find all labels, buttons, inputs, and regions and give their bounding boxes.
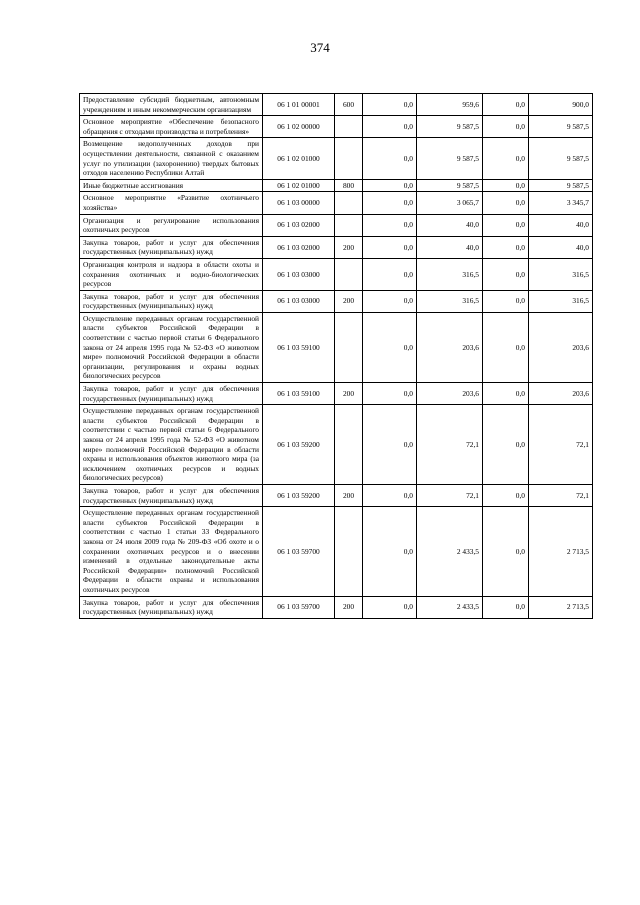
row-value-3-cell: 0,0 <box>483 405 529 485</box>
table-row <box>80 94 593 116</box>
row-value-4-cell: 2 713,5 <box>529 507 593 596</box>
row-value-1-cell: 0,0 <box>363 405 417 485</box>
row-name-cell: Основное мероприятие «Развитие охотничьего хозяйства» <box>80 192 263 214</box>
row-value-2-cell: 316,5 <box>417 258 483 290</box>
row-vr-code-cell: 200 <box>335 236 363 258</box>
row-value-3-cell: 0,0 <box>483 94 529 116</box>
row-csr-code-cell: 06 1 03 59100 <box>263 312 335 382</box>
row-csr-code-cell: 06 1 03 59100 <box>263 383 335 405</box>
row-csr-code-cell: 06 1 03 59200 <box>263 484 335 506</box>
row-name-cell: Осуществление переданных органам государственной власти субъектов Российской Федерации в соответствии с частью первой статьи 6 Федерального закона от 24 апреля 1995 года № 52-ФЗ «О животном мире» полномочий Российской Федерации в области охраны и использования объектов животного мира (за исключением охотничьих ресурсов и водных биологических ресурсов) <box>80 405 263 485</box>
row-value-3-cell: 0,0 <box>483 484 529 506</box>
row-value-4-cell: 9 587,5 <box>529 116 593 138</box>
row-value-3-cell: 0,0 <box>483 258 529 290</box>
row-value-1-cell: 0,0 <box>363 484 417 506</box>
row-vr-code-cell: 600 <box>335 94 363 116</box>
row-csr-code-cell: 06 1 02 00000 <box>263 116 335 138</box>
row-value-1-cell: 0,0 <box>363 258 417 290</box>
row-value-4-cell: 9 587,5 <box>529 138 593 179</box>
row-value-3-cell: 0,0 <box>483 116 529 138</box>
row-csr-code-cell: 06 1 03 02000 <box>263 236 335 258</box>
row-value-2-cell: 40,0 <box>417 236 483 258</box>
row-csr-code-cell: 06 1 02 01000 <box>263 138 335 179</box>
row-value-1-cell: 0,0 <box>363 312 417 382</box>
row-vr-code-cell <box>335 116 363 138</box>
row-vr-code-cell <box>335 507 363 596</box>
table-row <box>80 138 593 179</box>
row-name-cell: Закупка товаров, работ и услуг для обеспечения государственных (муниципальных) нужд <box>80 236 263 258</box>
budget-table <box>79 93 593 619</box>
table-row <box>80 290 593 312</box>
row-value-2-cell: 72,1 <box>417 405 483 485</box>
row-vr-code-cell <box>335 258 363 290</box>
row-value-1-cell: 0,0 <box>363 192 417 214</box>
row-value-3-cell: 0,0 <box>483 507 529 596</box>
row-value-3-cell: 0,0 <box>483 596 529 618</box>
row-vr-code-cell <box>335 192 363 214</box>
row-name-cell: Организация и регулирование использования охотничьих ресурсов <box>80 214 263 236</box>
table-row <box>80 116 593 138</box>
row-value-1-cell: 0,0 <box>363 383 417 405</box>
table-row <box>80 383 593 405</box>
row-value-4-cell: 40,0 <box>529 214 593 236</box>
row-vr-code-cell <box>335 405 363 485</box>
row-vr-code-cell: 200 <box>335 383 363 405</box>
row-csr-code-cell: 06 1 03 02000 <box>263 214 335 236</box>
row-value-4-cell: 3 345,7 <box>529 192 593 214</box>
row-value-3-cell: 0,0 <box>483 138 529 179</box>
row-value-1-cell: 0,0 <box>363 507 417 596</box>
row-name-cell: Возмещение недополученных доходов при осуществлении деятельности, связанной с оказанием услуг по утилизации (захоронению) твердых бытовых отходов населению Республики Алтай <box>80 138 263 179</box>
row-value-4-cell: 203,6 <box>529 312 593 382</box>
row-vr-code-cell <box>335 214 363 236</box>
page-number: 374 <box>310 40 330 55</box>
row-name-cell: Организация контроля и надзора в области охоты и сохранения охотничьих и водно-биологических ресурсов <box>80 258 263 290</box>
row-value-3-cell: 0,0 <box>483 192 529 214</box>
table-row <box>80 596 593 618</box>
row-value-2-cell: 40,0 <box>417 214 483 236</box>
row-csr-code-cell: 06 1 03 03000 <box>263 290 335 312</box>
row-name-cell: Осуществление переданных органам государственной власти субъектов Российской Федерации в соответствии с частью первой статьи 6 Федерального закона от 24 апреля 1995 года № 52-ФЗ «О животном мире» полномочий Российской Федерации в области организации, регулирования и охраны водных биологических ресурсов <box>80 312 263 382</box>
row-value-2-cell: 72,1 <box>417 484 483 506</box>
row-csr-code-cell: 06 1 03 59700 <box>263 596 335 618</box>
row-vr-code-cell: 200 <box>335 484 363 506</box>
row-value-1-cell: 0,0 <box>363 236 417 258</box>
row-value-4-cell: 72,1 <box>529 405 593 485</box>
row-value-4-cell: 203,6 <box>529 383 593 405</box>
row-csr-code-cell: 06 1 03 59700 <box>263 507 335 596</box>
row-csr-code-cell: 06 1 03 00000 <box>263 192 335 214</box>
row-name-cell: Предоставление субсидий бюджетным, автономным учреждениям и иным некоммерческим организациям <box>80 94 263 116</box>
table-row <box>80 507 593 596</box>
table-row <box>80 405 593 485</box>
row-value-3-cell: 0,0 <box>483 214 529 236</box>
row-value-2-cell: 9 587,5 <box>417 116 483 138</box>
row-value-1-cell: 0,0 <box>363 214 417 236</box>
row-value-2-cell: 9 587,5 <box>417 179 483 192</box>
row-value-3-cell: 0,0 <box>483 236 529 258</box>
row-value-4-cell: 72,1 <box>529 484 593 506</box>
row-csr-code-cell: 06 1 01 00001 <box>263 94 335 116</box>
row-vr-code-cell: 200 <box>335 596 363 618</box>
row-name-cell: Закупка товаров, работ и услуг для обеспечения государственных (муниципальных) нужд <box>80 596 263 618</box>
row-value-2-cell: 2 433,5 <box>417 507 483 596</box>
row-value-1-cell: 0,0 <box>363 179 417 192</box>
table-row <box>80 179 593 192</box>
row-value-1-cell: 0,0 <box>363 138 417 179</box>
row-value-3-cell: 0,0 <box>483 179 529 192</box>
row-csr-code-cell: 06 1 03 59200 <box>263 405 335 485</box>
row-value-3-cell: 0,0 <box>483 312 529 382</box>
row-vr-code-cell <box>335 312 363 382</box>
row-value-4-cell: 9 587,5 <box>529 179 593 192</box>
row-value-2-cell: 2 433,5 <box>417 596 483 618</box>
table-row <box>80 236 593 258</box>
row-value-2-cell: 316,5 <box>417 290 483 312</box>
row-value-2-cell: 203,6 <box>417 312 483 382</box>
row-value-1-cell: 0,0 <box>363 94 417 116</box>
row-value-1-cell: 0,0 <box>363 116 417 138</box>
row-value-4-cell: 316,5 <box>529 258 593 290</box>
row-name-cell: Иные бюджетные ассигнования <box>80 179 263 192</box>
table-body <box>80 94 593 619</box>
row-csr-code-cell: 06 1 03 03000 <box>263 258 335 290</box>
row-value-1-cell: 0,0 <box>363 596 417 618</box>
table-row <box>80 484 593 506</box>
row-value-4-cell: 900,0 <box>529 94 593 116</box>
row-csr-code-cell: 06 1 02 01000 <box>263 179 335 192</box>
table-row <box>80 312 593 382</box>
row-name-cell: Закупка товаров, работ и услуг для обеспечения государственных (муниципальных) нужд <box>80 484 263 506</box>
row-value-4-cell: 40,0 <box>529 236 593 258</box>
row-vr-code-cell <box>335 138 363 179</box>
row-value-1-cell: 0,0 <box>363 290 417 312</box>
row-value-4-cell: 2 713,5 <box>529 596 593 618</box>
table-row <box>80 258 593 290</box>
row-name-cell: Осуществление переданных органам государственной власти субъектов Российской Федерации в соответствии с частью 1 статьи 33 Федерального закона от 24 июля 2009 года № 209-ФЗ «Об охоте и о сохранении охотничьих ресурсов и о внесении изменений в отдельные законодательные акты Российской Федерации» полномочий Российской Федерации в области охраны и использования охотничьих ресурсов <box>80 507 263 596</box>
row-value-2-cell: 959,6 <box>417 94 483 116</box>
table-row <box>80 214 593 236</box>
row-value-2-cell: 9 587,5 <box>417 138 483 179</box>
row-value-3-cell: 0,0 <box>483 290 529 312</box>
row-vr-code-cell: 800 <box>335 179 363 192</box>
row-name-cell: Основное мероприятие «Обеспечение безопасного обращения с отходами производства и потребления» <box>80 116 263 138</box>
row-name-cell: Закупка товаров, работ и услуг для обеспечения государственных (муниципальных) нужд <box>80 290 263 312</box>
row-value-3-cell: 0,0 <box>483 383 529 405</box>
row-value-4-cell: 316,5 <box>529 290 593 312</box>
row-name-cell: Закупка товаров, работ и услуг для обеспечения государственных (муниципальных) нужд <box>80 383 263 405</box>
table-row <box>80 192 593 214</box>
row-value-2-cell: 203,6 <box>417 383 483 405</box>
row-value-2-cell: 3 065,7 <box>417 192 483 214</box>
row-vr-code-cell: 200 <box>335 290 363 312</box>
